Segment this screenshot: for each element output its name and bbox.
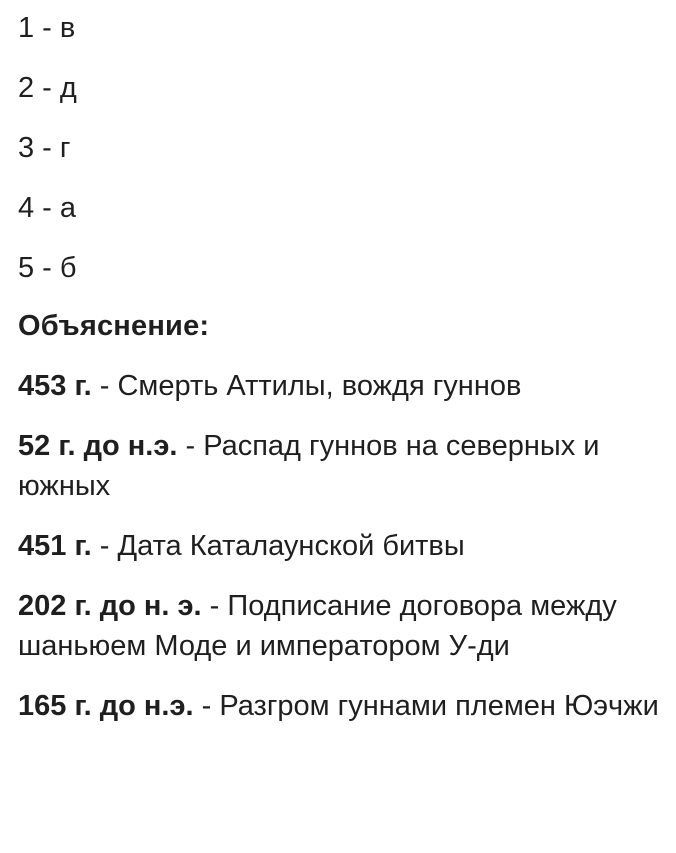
event-text: - Разгром гуннами племен Юэчжи <box>193 690 659 722</box>
event-text: - Распад гуннов на северных и южных <box>18 430 600 502</box>
event-item-1 <box>18 366 668 406</box>
event-text: - Подписание договора между шаньюем Моде и императором У-ди <box>18 590 617 662</box>
event-item-2 <box>18 426 668 506</box>
event-date: 52 г. до н.э. <box>18 430 178 462</box>
answer-list <box>18 8 658 288</box>
event-list <box>18 366 658 726</box>
answer-item-2: 2 - д <box>18 72 77 104</box>
answer-item-1: 1 - в <box>18 12 76 44</box>
answer-item-4: 4 - а <box>18 192 77 224</box>
event-date: 165 г. до н.э. <box>18 690 194 722</box>
event-text: - Дата Каталаунской битвы <box>91 530 465 562</box>
event-item-3 <box>18 526 668 566</box>
event-item-4 <box>18 586 668 666</box>
event-date: 453 г. <box>18 370 92 402</box>
event-text: - Смерть Аттилы, вождя гуннов <box>91 370 522 402</box>
answer-item-5: 5 - б <box>18 252 77 284</box>
explanation-heading: Объяснение: <box>18 310 210 342</box>
event-date: 202 г. до н. э. <box>18 590 202 622</box>
event-date: 451 г. <box>18 530 92 562</box>
answer-item-3: 3 - г <box>18 132 71 164</box>
event-item-5 <box>18 686 668 726</box>
